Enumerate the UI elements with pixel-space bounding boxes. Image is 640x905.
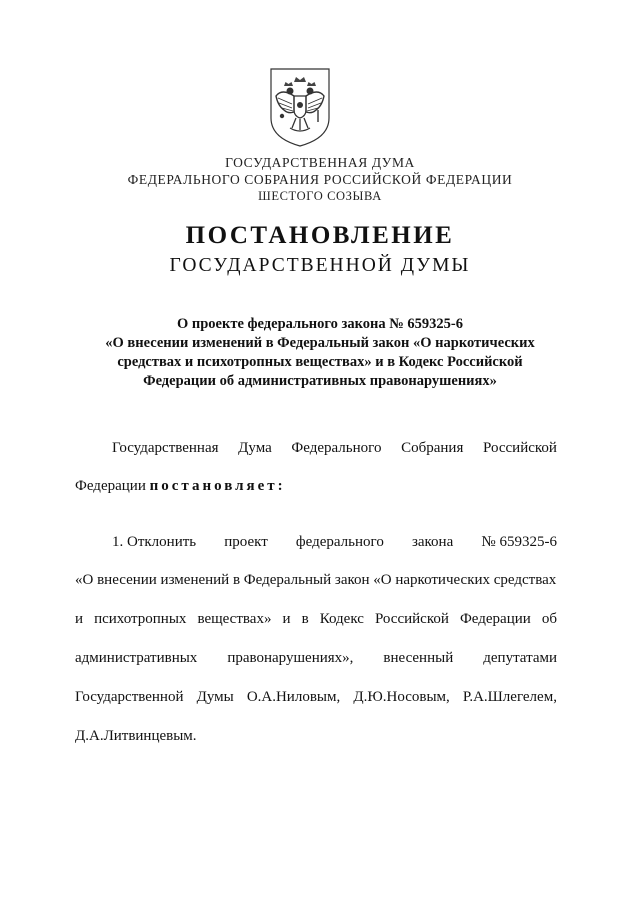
word: № 659325-6 xyxy=(481,534,557,550)
resolves-word: постановляет: xyxy=(149,478,286,494)
subject-line: О проекте федерального закона № 659325-6 xyxy=(176,316,464,332)
word: депутатами xyxy=(483,650,557,666)
word: правонарушениях», xyxy=(227,650,354,666)
subject-line: средствах и психотропных веществах» и в Кодекс Российской xyxy=(117,354,523,370)
word: Российской xyxy=(483,440,557,456)
convocation: ШЕСТОГО СОЗЫВА xyxy=(258,189,382,203)
word: закона xyxy=(411,534,454,550)
word: веществах» xyxy=(197,611,272,627)
paragraph-line xyxy=(112,534,557,551)
paragraph-line: Д.А.Литвинцевым. xyxy=(75,728,197,744)
paragraph-line xyxy=(75,478,557,495)
word: Федерации xyxy=(459,611,531,627)
subject-line: Федерации об административных правонарушениях» xyxy=(143,373,497,389)
document-subtitle: ГОСУДАРСТВЕННОЙ ДУМЫ xyxy=(169,255,471,276)
word: проект xyxy=(224,534,268,550)
word: и xyxy=(282,611,291,627)
word: Р.А.Шлегелем, xyxy=(462,689,557,705)
word: Д.Ю.Носовым, xyxy=(353,689,450,705)
subject-line: «О внесении изменений в Федеральный закон «О наркотических xyxy=(105,335,535,351)
word: О.А.Ниловым, xyxy=(246,689,341,705)
word: Кодекс xyxy=(319,611,364,627)
org-name-line1: ГОСУДАРСТВЕННАЯ ДУМА xyxy=(225,155,415,170)
word: и xyxy=(75,611,84,627)
document-title: ПОСТАНОВЛЕНИЕ xyxy=(185,222,455,249)
word: психотропных xyxy=(94,611,187,627)
paragraph-line xyxy=(75,689,557,706)
word: в xyxy=(301,611,309,627)
word: Государственная xyxy=(112,440,219,456)
paragraph-line xyxy=(75,611,557,628)
word: 1. Отклонить xyxy=(112,534,197,550)
org-name-line2: ФЕДЕРАЛЬНОГО СОБРАНИЯ РОССИЙСКОЙ ФЕДЕРАЦИИ xyxy=(127,172,513,187)
word: внесенный xyxy=(383,650,454,666)
word: Федерального xyxy=(291,440,382,456)
word: об xyxy=(541,611,557,627)
paragraph-line xyxy=(112,440,557,457)
paragraph-line xyxy=(75,650,557,667)
state-emblem-icon xyxy=(268,66,332,148)
word: Государственной xyxy=(75,689,184,705)
word: Дума xyxy=(238,440,272,456)
line-start: Федерации xyxy=(75,478,150,494)
word: федерального xyxy=(295,534,384,550)
document-subject xyxy=(80,315,560,391)
word: Собрания xyxy=(401,440,464,456)
paragraph-line: «О внесении изменений в Федеральный закон «О наркотических средствах xyxy=(75,572,557,588)
word: административных xyxy=(75,650,198,666)
word: Думы xyxy=(196,689,234,705)
word: Российской xyxy=(374,611,449,627)
